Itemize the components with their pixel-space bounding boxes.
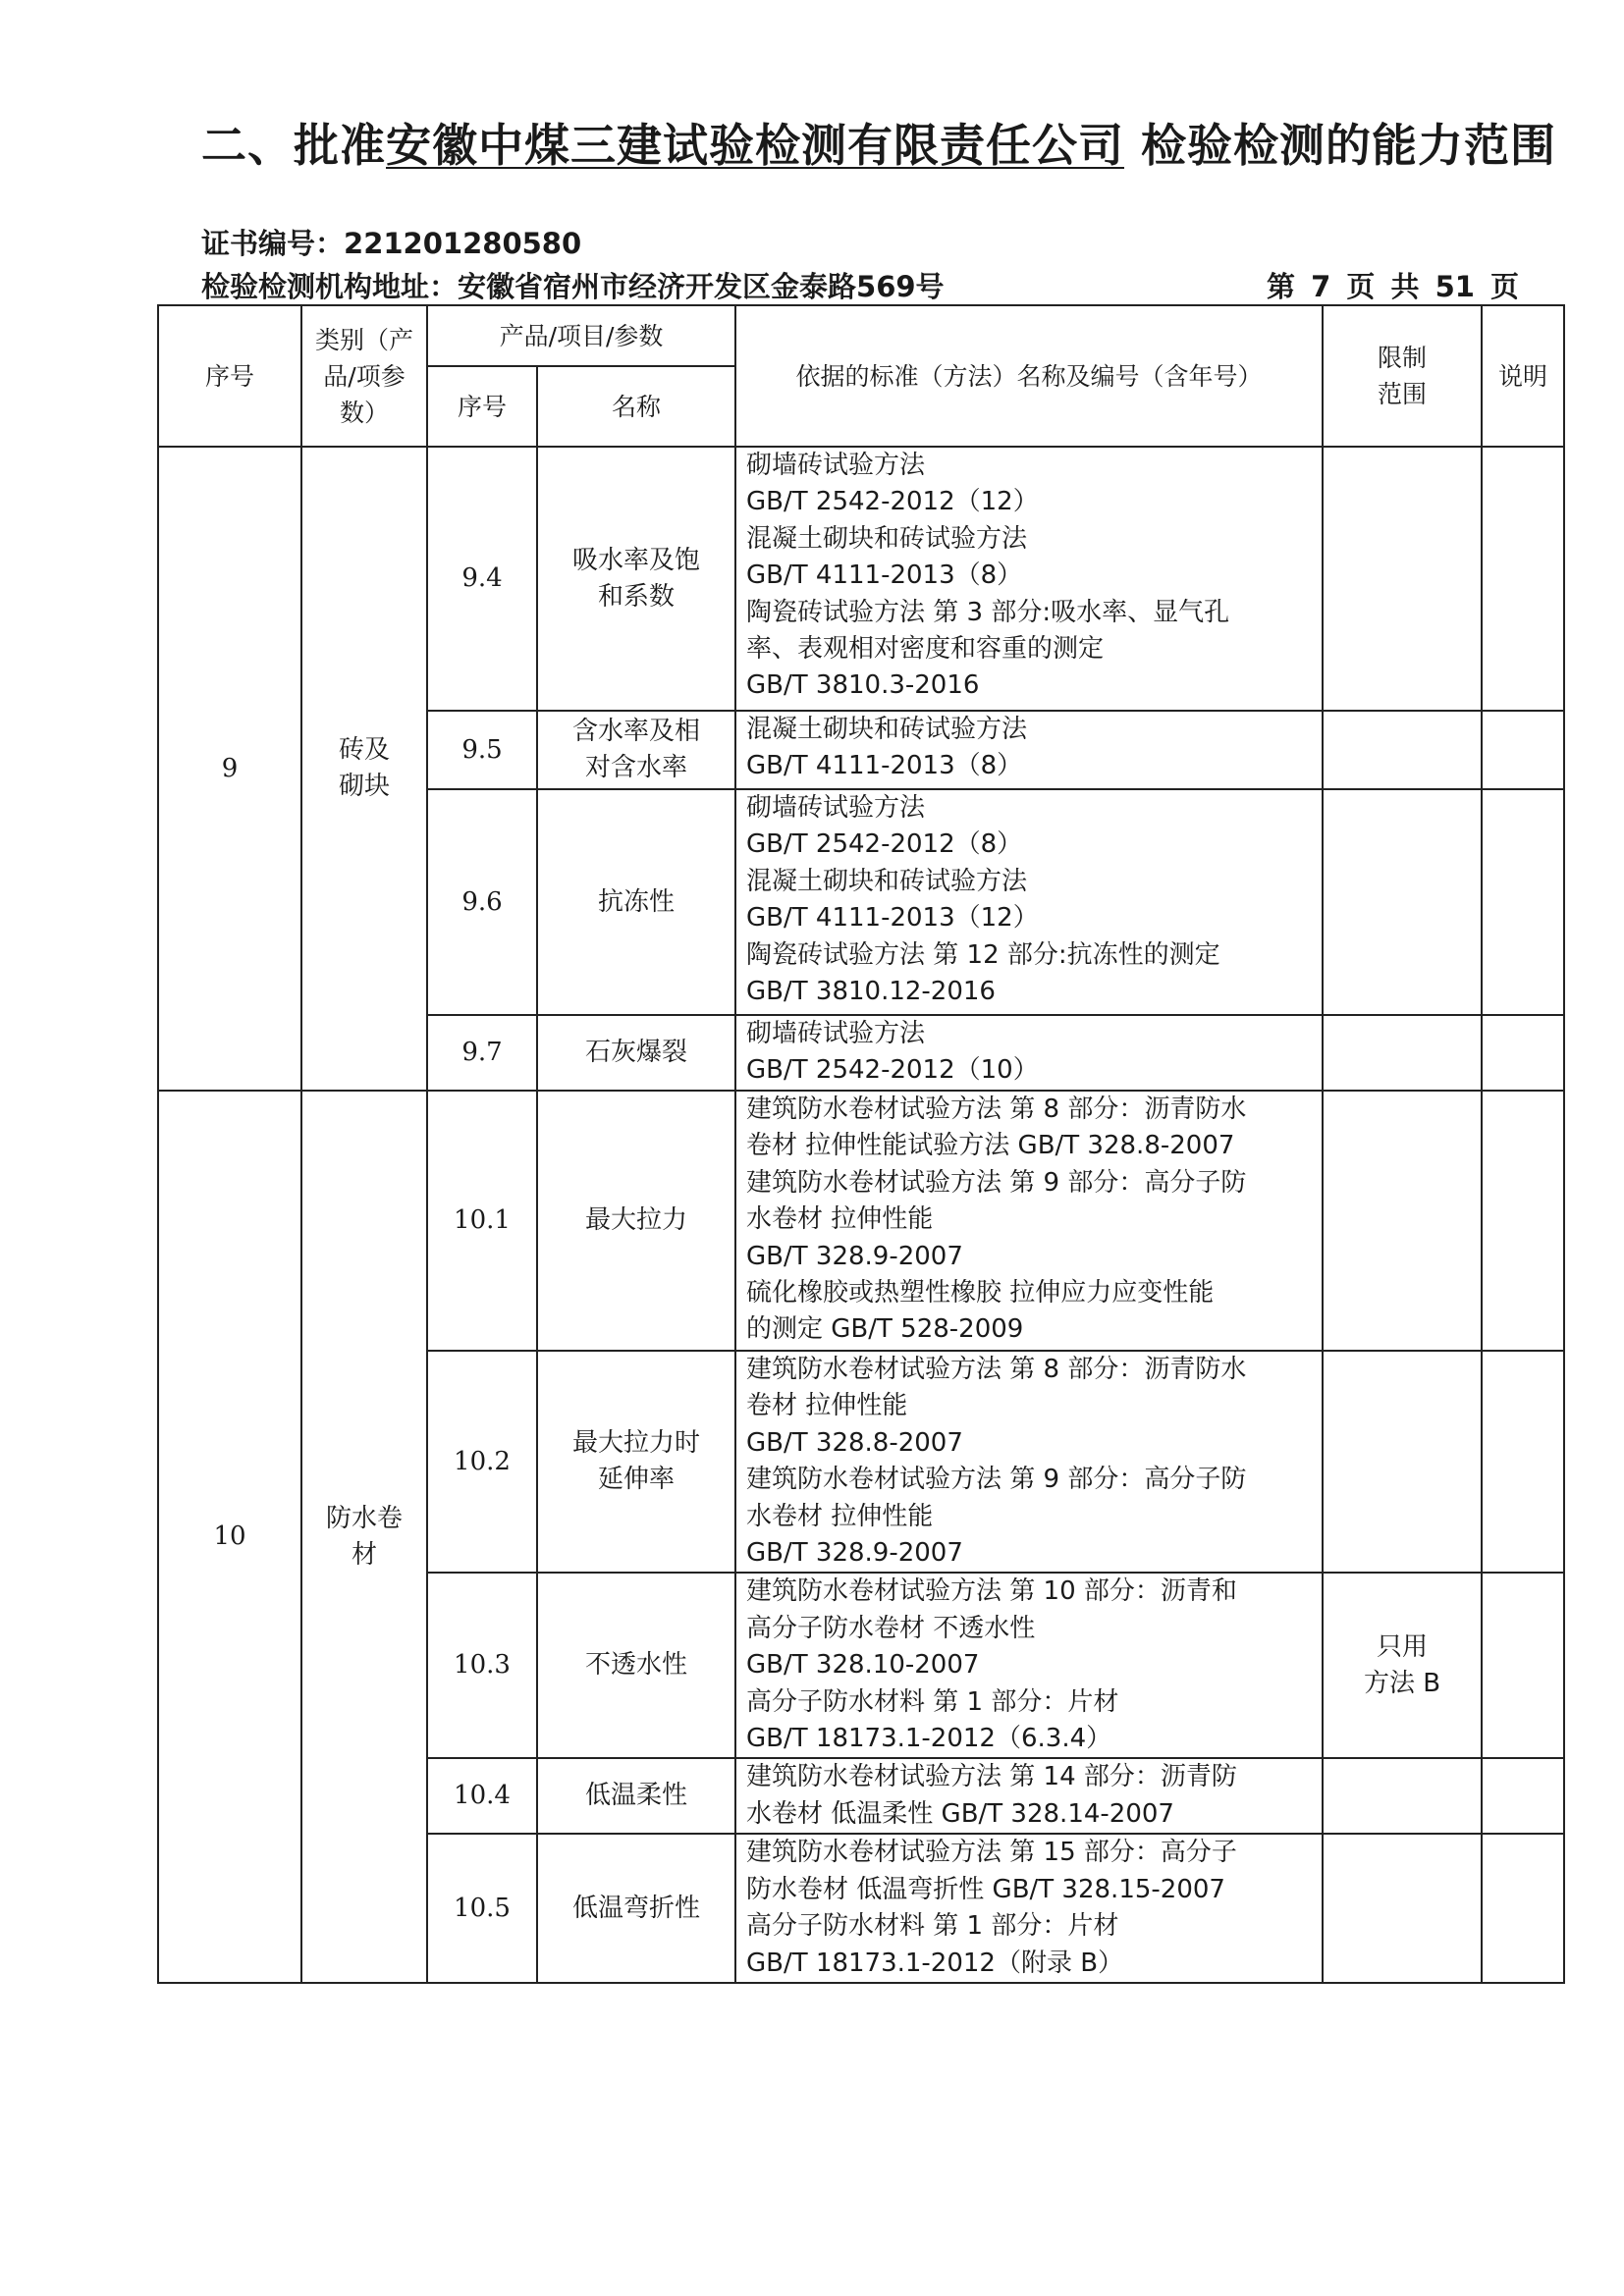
item-note [1482, 711, 1564, 789]
standard-line: 建筑防水卷材试验方法 第 9 部分：高分子防 [746, 1465, 1247, 1495]
item-sub-seq: 10.4 [427, 1758, 537, 1834]
certificate-line [201, 222, 581, 262]
item-standard [735, 447, 1323, 711]
standard-line: 高分子防水材料 第 1 部分：片材 [746, 1686, 1119, 1717]
item-name: 低温柔性 [537, 1758, 735, 1834]
standard-line: GB/T 18173.1-2012（6.3.4） [746, 1724, 1112, 1754]
header-product-group: 产品/项目/参数 [427, 305, 735, 366]
standard-line: 的测定 GB/T 528-2009 [746, 1314, 1024, 1345]
item-standard [735, 1015, 1323, 1091]
item-sub-seq: 9.6 [427, 789, 537, 1015]
standard-line: GB/T 328.9-2007 [746, 1538, 963, 1569]
standard-line: 建筑防水卷材试验方法 第 9 部分：高分子防 [746, 1167, 1247, 1198]
standard-line: GB/T 328.9-2007 [746, 1241, 963, 1271]
standard-line: GB/T 4111-2013（12） [746, 903, 1039, 934]
item-limit: 只用 方法 B [1323, 1573, 1482, 1758]
item-standard [735, 1351, 1323, 1573]
page-info: 第 7 页 共 51 页 [1267, 270, 1520, 303]
standard-line: 高分子防水材料 第 1 部分：片材 [746, 1911, 1119, 1942]
item-standard [735, 1758, 1323, 1834]
header-limit: 限制 范围 [1323, 305, 1482, 447]
standard-line: GB/T 3810.12-2016 [746, 977, 996, 1007]
standard-line: 混凝土砌块和砖试验方法 [746, 523, 1028, 554]
item-sub-seq: 9.7 [427, 1015, 537, 1091]
table-row [158, 447, 1564, 711]
item-name: 吸水率及饱 和系数 [537, 447, 735, 711]
standard-line: 建筑防水卷材试验方法 第 14 部分：沥青防 [746, 1762, 1237, 1792]
item-name: 抗冻性 [537, 789, 735, 1015]
page-title [201, 110, 1556, 175]
header-standard: 依据的标准（方法）名称及编号（含年号） [735, 305, 1323, 447]
item-sub-seq: 9.4 [427, 447, 537, 711]
standard-line: 混凝土砌块和砖试验方法 [746, 866, 1028, 896]
item-note [1482, 1758, 1564, 1834]
standard-line: GB/T 4111-2013（8） [746, 751, 1023, 781]
standard-line: 砌墙砖试验方法 [746, 793, 926, 823]
item-limit [1323, 447, 1482, 711]
title-suffix: 检验检测的能力范围 [1141, 119, 1557, 172]
header-note: 说明 [1482, 305, 1564, 447]
standard-line: GB/T 2542-2012（10） [746, 1055, 1039, 1086]
item-note [1482, 1015, 1564, 1091]
standard-line: 卷材 拉伸性能试验方法 GB/T 328.8-2007 [746, 1131, 1235, 1161]
item-limit [1323, 789, 1482, 1015]
standard-line: 建筑防水卷材试验方法 第 8 部分：沥青防水 [746, 1095, 1247, 1124]
group-seq: 9 [158, 447, 301, 1091]
header-sub-seq: 序号 [427, 366, 537, 447]
item-limit [1323, 1758, 1482, 1834]
item-limit [1323, 1351, 1482, 1573]
header-category: 类别（产 品/项参 数） [301, 305, 427, 447]
standard-line: GB/T 4111-2013（8） [746, 561, 1023, 591]
item-sub-seq: 10.1 [427, 1091, 537, 1351]
header-seq: 序号 [158, 305, 301, 447]
item-note [1482, 1351, 1564, 1573]
address-value: 安徽省宿州市经济开发区金泰路569号 [458, 270, 945, 303]
item-sub-seq: 10.3 [427, 1573, 537, 1758]
item-note [1482, 1091, 1564, 1351]
standard-line: 建筑防水卷材试验方法 第 8 部分：沥青防水 [746, 1355, 1247, 1384]
standard-line: GB/T 2542-2012（12） [746, 487, 1039, 517]
item-standard [735, 711, 1323, 789]
standard-line: 防水卷材 低温弯折性 GB/T 328.15-2007 [746, 1874, 1225, 1904]
cert-label: 证书编号： [201, 227, 345, 260]
address-line [201, 265, 945, 305]
standard-line: GB/T 328.10-2007 [746, 1650, 980, 1681]
item-standard [735, 789, 1323, 1015]
title-org: 安徽中煤三建试验检测有限责任公司 [386, 119, 1124, 172]
item-note [1482, 1573, 1564, 1758]
item-standard [735, 1834, 1323, 1983]
cert-number: 221201280580 [344, 227, 582, 260]
item-note [1482, 789, 1564, 1015]
item-sub-seq: 9.5 [427, 711, 537, 789]
standard-line: 硫化橡胶或热塑性橡胶 拉伸应力应变性能 [746, 1278, 1215, 1308]
item-limit [1323, 1015, 1482, 1091]
standard-line: GB/T 2542-2012（8） [746, 829, 1023, 860]
item-name: 不透水性 [537, 1573, 735, 1758]
capability-table [157, 304, 1565, 1984]
standard-line: GB/T 328.8-2007 [746, 1427, 963, 1458]
item-name: 含水率及相 对含水率 [537, 711, 735, 789]
item-limit [1323, 1091, 1482, 1351]
standard-line: GB/T 3810.3-2016 [746, 670, 980, 701]
item-name: 最大拉力 [537, 1091, 735, 1351]
item-limit [1323, 1834, 1482, 1983]
table-header [158, 305, 1564, 447]
item-note [1482, 447, 1564, 711]
table-row [158, 1091, 1564, 1351]
item-note [1482, 1834, 1564, 1983]
group-category: 防水卷 材 [301, 1091, 427, 1983]
standard-line: 砌墙砖试验方法 [746, 451, 926, 480]
standard-line: 水卷材 拉伸性能 [746, 1501, 934, 1531]
item-standard [735, 1573, 1323, 1758]
item-name: 最大拉力时 延伸率 [537, 1351, 735, 1573]
title-prefix: 二、批准 [201, 119, 386, 172]
standard-line: 建筑防水卷材试验方法 第 15 部分：高分子 [746, 1838, 1237, 1868]
standard-line: 建筑防水卷材试验方法 第 10 部分：沥青和 [746, 1576, 1237, 1607]
item-sub-seq: 10.2 [427, 1351, 537, 1573]
standard-line: 砌墙砖试验方法 [746, 1019, 926, 1048]
group-seq: 10 [158, 1091, 301, 1983]
group-category: 砖及 砌块 [301, 447, 427, 1091]
standard-line: 混凝土砌块和砖试验方法 [746, 715, 1028, 744]
standard-line: 高分子防水卷材 不透水性 [746, 1613, 1036, 1643]
item-limit [1323, 711, 1482, 789]
header-name: 名称 [537, 366, 735, 447]
standard-line: 率、表观相对密度和容重的测定 [746, 634, 1105, 665]
standard-line: 卷材 拉伸性能 [746, 1391, 908, 1421]
table-body [158, 447, 1564, 1983]
item-name: 石灰爆裂 [537, 1015, 735, 1091]
standard-line: 水卷材 低温柔性 GB/T 328.14-2007 [746, 1798, 1174, 1829]
standard-line: 水卷材 拉伸性能 [746, 1204, 934, 1235]
item-name: 低温弯折性 [537, 1834, 735, 1983]
address-label: 检验检测机构地址： [201, 270, 459, 303]
standard-line: 陶瓷砖试验方法 第 3 部分:吸水率、显气孔 [746, 597, 1230, 627]
item-standard [735, 1091, 1323, 1351]
standard-line: 陶瓷砖试验方法 第 12 部分:抗冻性的测定 [746, 939, 1220, 970]
item-sub-seq: 10.5 [427, 1834, 537, 1983]
standard-line: GB/T 18173.1-2012（附录 B） [746, 1948, 1124, 1978]
